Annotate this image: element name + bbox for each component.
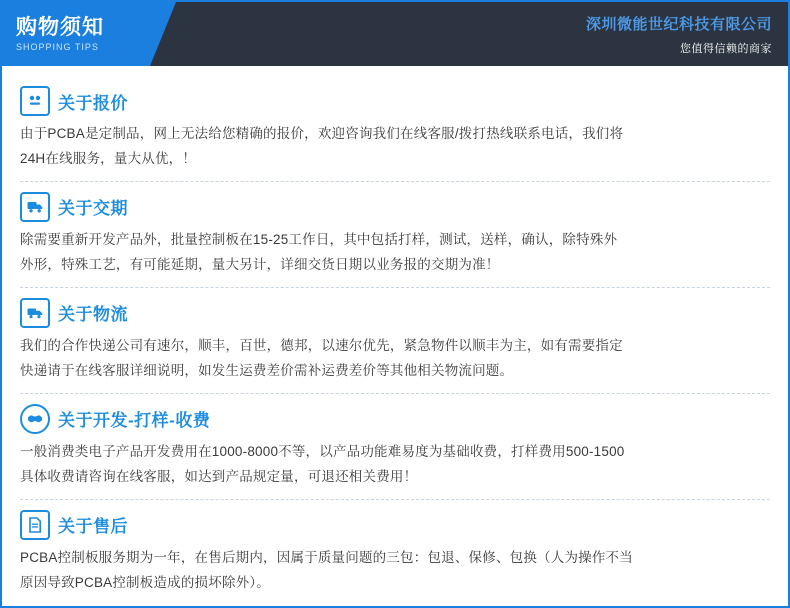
section-line: PCBA控制板服务期为一年，在售后期内，因属于质量问题的三包：包退、保修、包换（人为操作不当 <box>20 549 633 565</box>
section-quote <box>20 76 770 182</box>
section-body <box>20 334 770 384</box>
document-service-icon <box>20 510 50 540</box>
section-line: 由于PCBA是定制品，网上无法给您精确的报价，欢迎咨询我们在线客服/拨打热线联系电话，我们将 <box>20 126 624 141</box>
section-title: 关于交期 <box>58 199 128 219</box>
tips-content <box>2 66 788 605</box>
section-delivery-time <box>20 182 770 288</box>
section-title: 关于售后 <box>58 517 128 537</box>
section-body <box>20 440 770 490</box>
section-title: 关于开发-打样-收费 <box>58 411 211 431</box>
section-line: 具体收费请咨询在线客服，如达到产品规定量，可退还相关费用！ <box>20 468 418 484</box>
section-line: 24H在线服务，量大从优，！ <box>20 150 197 166</box>
section-line: 快递请于在线客服详细说明，如发生运费差价需补运费差价等其他相关物流问题。 <box>20 362 514 378</box>
header-company-block <box>176 2 788 66</box>
company-slogan: 您值得信赖的商家 <box>680 42 772 55</box>
handshake-icon <box>20 404 50 434</box>
section-development-fee <box>20 394 770 500</box>
section-line: 一般消费类电子产品开发费用在1000-8000不等，以产品功能难易度为基础收费，打样费用500-1500 <box>20 443 625 459</box>
section-header <box>20 404 770 434</box>
section-header <box>20 86 770 116</box>
header-badge-title-en: SHOPPING TIPS <box>16 42 99 53</box>
section-line: 外形，特殊工艺，有可能延期，量大另计，详细交货日期以业务报的交期为准！ <box>20 256 500 272</box>
header-slant-decoration <box>150 2 176 66</box>
section-header <box>20 298 770 328</box>
header-badge-title-cn: 购物须知 <box>16 15 104 39</box>
section-after-sales <box>20 500 770 605</box>
section-body <box>20 546 770 596</box>
section-header <box>20 510 770 540</box>
logistics-truck-icon <box>20 298 50 328</box>
company-name: 深圳微能世纪科技有限公司 <box>585 15 772 33</box>
quote-icon <box>20 86 50 116</box>
section-body <box>20 122 770 172</box>
page-header <box>2 2 788 66</box>
header-badge <box>2 2 150 66</box>
delivery-truck-icon <box>20 192 50 222</box>
section-title: 关于报价 <box>58 93 128 113</box>
section-title: 关于物流 <box>58 305 128 325</box>
section-line: 我们的合作快递公司有速尔，顺丰，百世，德邦，以速尔优先，紧急物件以顺丰为主，如有需要指定 <box>20 337 623 353</box>
section-line: 除需要重新开发产品外，批量控制板在15-25工作日，其中包括打样，测试，送样，确认，除特殊外 <box>20 231 618 247</box>
section-line: 原因导致PCBA控制板造成的损坏除外）。 <box>20 574 271 590</box>
section-body <box>20 228 770 278</box>
section-header <box>20 192 770 222</box>
section-logistics <box>20 288 770 394</box>
